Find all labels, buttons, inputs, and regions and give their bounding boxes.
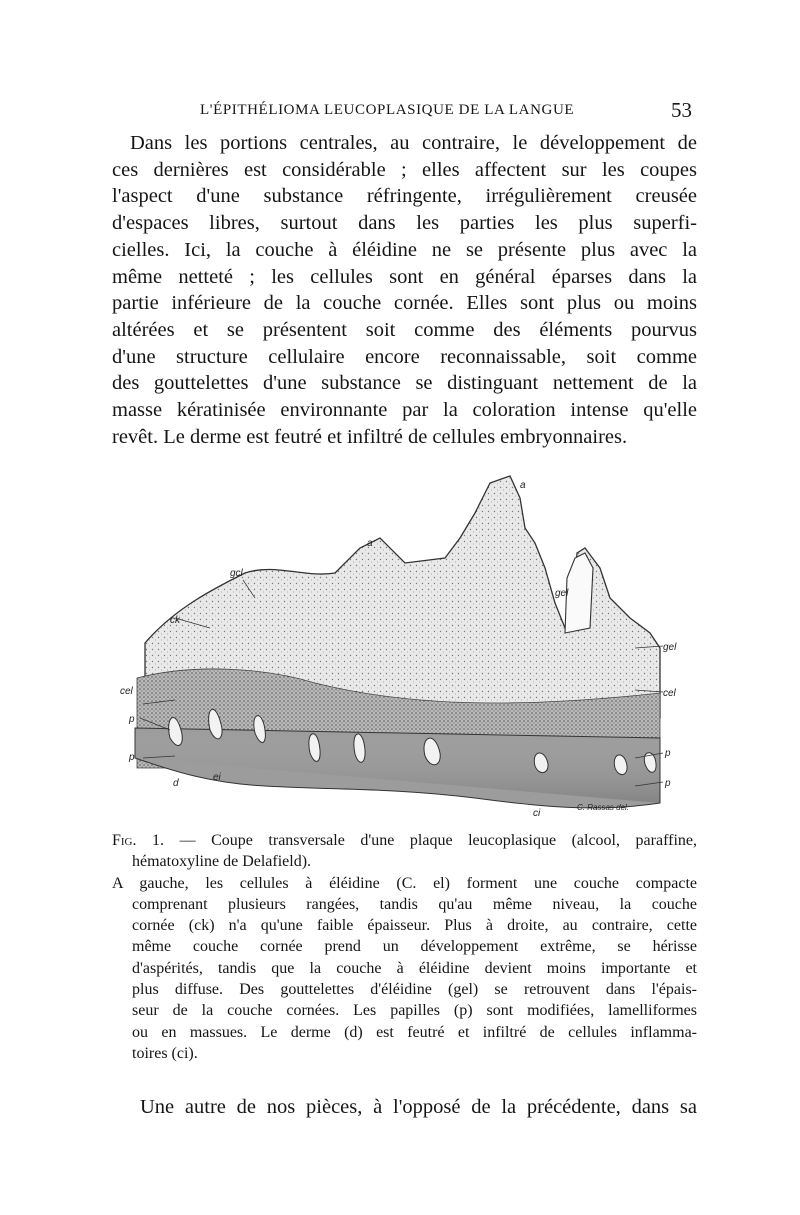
text-line: revêt. Le derme est feutré et infiltré de cellules embryonnaires. [112,425,628,448]
figure-number: Fig. 1. [112,832,165,849]
text-line: cielles. Ici, la couche à éléidine ne se présente plus avec la [112,238,697,261]
label-gel-mid: gel [555,588,569,599]
label-ci: ci [533,808,541,819]
figure-caption [112,830,697,1064]
label-ei: ei [213,772,221,783]
caption-line: A gauche, les cellules à éléidine (C. el) forment une couche compacte [112,874,697,892]
label-cel-left: cel [120,686,133,697]
caption-title-line [112,830,697,851]
label-ck: ck [170,615,180,626]
projection [565,553,593,633]
label-p-1: p [129,714,135,725]
label-a-top: a [520,480,526,491]
label-p-2: p [129,752,135,763]
body-paragraph [112,130,697,450]
illustrator-signature: C. Rassas del. [577,803,630,812]
next-paragraph [112,1094,697,1120]
text-line: d'une structure cellulaire encore reconnaissable, soit comme [112,345,697,368]
text-line: altérées et se présentent soit comme des éléments pourvus [112,318,697,341]
text-line: même netteté ; les cellules sont en général éparses dans la [112,265,697,288]
label-cel-right: cel [663,688,676,699]
text-line: des gouttelettes d'une substance se distinguant nettement de la [112,372,697,395]
text-line: d'espaces libres, surtout dans les parties les plus superfi- [112,212,697,235]
label-p-right-1: p [665,748,671,759]
caption-line: toires (ci). [132,1044,198,1062]
label-a-mid: a [367,538,373,549]
text-line: Dans les portions centrales, au contraire, le développement de [130,132,697,154]
tissue-section-illustration [115,468,690,830]
caption-line: plus diffuse. Des gouttelettes d'éléidine (gel) se retrouvent dans l'épais- [132,981,697,999]
page-number: 53 [671,98,692,122]
caption-line: cornée (ck) n'a qu'une faible épaisseur. Plus à droite, au contraire, cette [132,917,697,935]
label-gel-right: gel [663,642,677,653]
caption-title: — Coupe transversale d'une plaque leucoplasique (alcool, paraffine, [164,832,697,849]
label-d: d [173,778,179,789]
histology-figure [115,468,690,830]
text-line: partie inférieure de la couche cornée. Elles sont plus ou moins [112,292,697,315]
caption-line: seur de la couche cornées. Les papilles (p) sont modifiées, lamelliformes [132,1002,697,1020]
running-title: L'ÉPITHÉLIOMA LEUCOPLASIQUE DE LA LANGUE [200,102,575,118]
caption-line: ou en massues. Le derme (d) est feutré et infiltré de cellules inflamma- [132,1023,697,1041]
caption-title-line: hématoxyline de Delafield). [132,853,312,871]
text-line: Une autre de nos pièces, à l'opposé de la précédente, dans sa [140,1096,697,1118]
label-gcl: gcl [230,568,243,579]
text-line: l'aspect d'une substance réfringente, irrégulièrement creusée [112,185,697,208]
text-line: masse kératinisée environnante par la coloration intense qu'elle [112,399,697,422]
text-line: ces dernières est considérable ; elles affectent sur les coupes [112,158,697,181]
caption-line: même couche cornée prend un développement extrême, se hérisse [132,938,697,956]
running-header [112,98,692,124]
caption-line: comprenant plusieurs rangées, tandis qu'au même niveau, la couche [132,895,697,913]
caption-line: d'aspérités, tandis que la couche à éléidine devient moins importante et [132,959,697,977]
label-p-right-2: p [665,778,671,789]
